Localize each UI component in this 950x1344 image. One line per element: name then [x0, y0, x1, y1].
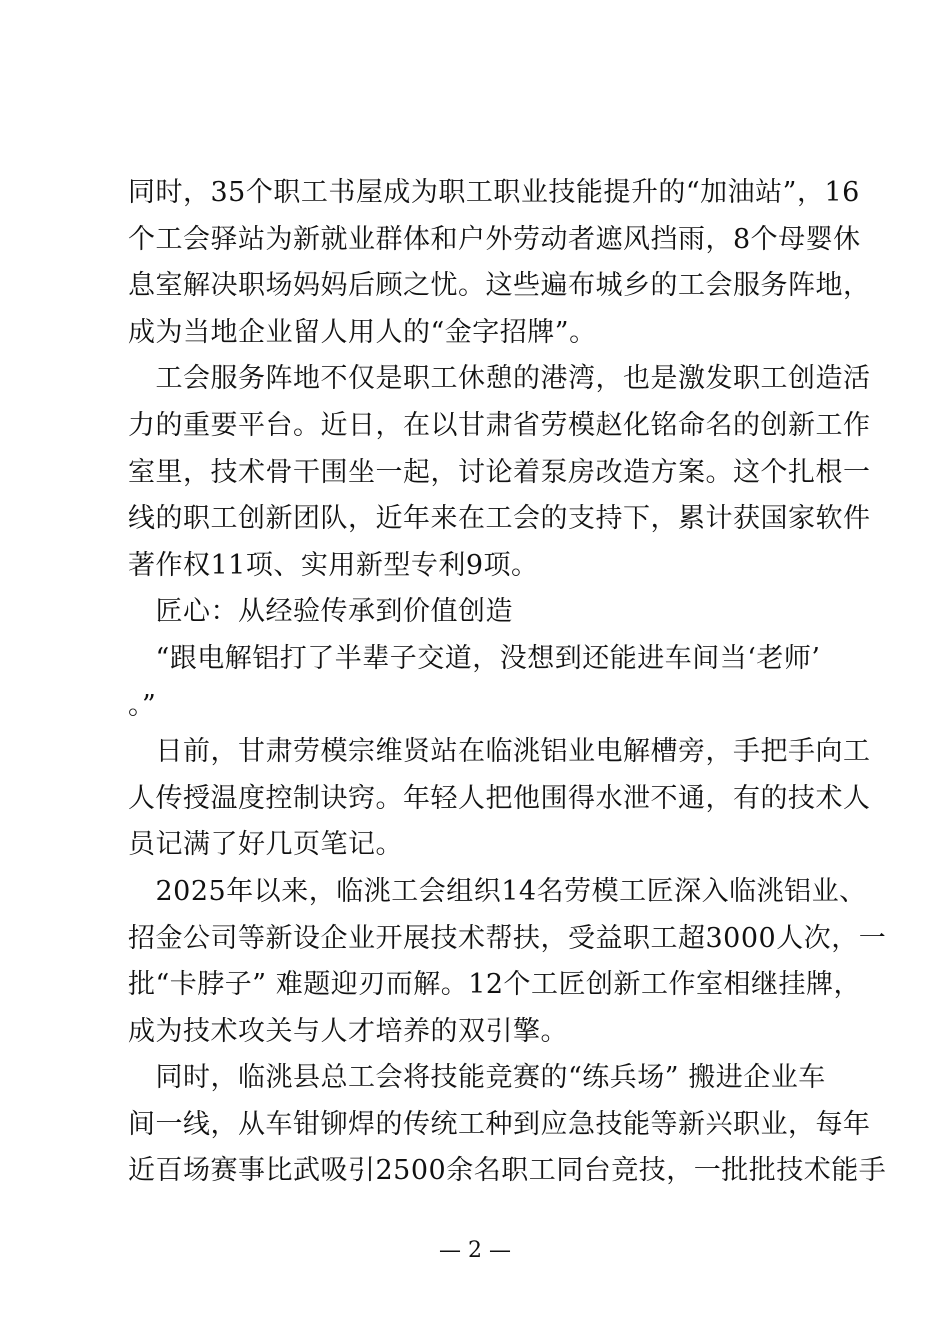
text-line: 员记满了好几页笔记。 — [128, 829, 403, 861]
text-line: 近百场赛事比武吸引2500余名职工同台竞技，一批批技术能手 — [128, 1155, 887, 1187]
text-line: 息室解决职场妈妈后顾之忧。这些遍布城乡的工会服务阵地， — [128, 270, 871, 302]
text-line: 著作权11项、实用新型专利9项。 — [128, 549, 539, 581]
section-heading: 匠心：从经验传承到价值创造 — [128, 596, 513, 628]
text-line: 日前，甘肃劳模宗维贤站在临洮铝业电解槽旁，手把手向工 — [128, 736, 871, 768]
text-line: 力的重要平台。近日，在以甘肃省劳模赵化铭命名的创新工作 — [128, 409, 871, 441]
text-line: 人传授温度控制诀窍。年轻人把他围得水泄不通，有的技术人 — [128, 782, 871, 814]
text-line: 。” — [128, 689, 157, 721]
text-line: 线的职工创新团队，近年来在工会的支持下，累计获国家软件 — [128, 503, 871, 535]
text-line: 成为技术攻关与人才培养的双引擎。 — [128, 1015, 568, 1047]
body-text — [128, 170, 887, 1195]
text-line: 批“卡脖子” 难题迎刃而解。12个工匠创新工作室相继挂牌， — [128, 969, 862, 1001]
text-line: 成为当地企业留人用人的“金字招牌”。 — [128, 316, 597, 348]
text-line: 室里，技术骨干围坐一起，讨论着泵房改造方案。这个扎根一 — [128, 456, 871, 488]
page-number: — 2 — — [439, 1238, 511, 1263]
text-line: “跟电解铝打了半辈子交道，没想到还能进车间当‘老师’ — [128, 642, 821, 674]
text-line: 招金公司等新设企业开展技术帮扶，受益职工超3000人次，一 — [128, 922, 887, 954]
text-line: 同时，35个职工书屋成为职工职业技能提升的“加油站”，16 — [128, 177, 860, 208]
text-line: 个工会驿站为新就业群体和户外劳动者遮风挡雨，8个母婴休 — [128, 223, 861, 255]
text-line: 同时，临洮县总工会将技能竞赛的“练兵场” 搬进企业车 — [128, 1062, 826, 1094]
text-line: 2025年以来，临洮工会组织14名劳模工匠深入临洮铝业、 — [128, 875, 867, 907]
text-line: 间一线，从车钳铆焊的传统工种到应急技能等新兴职业，每年 — [128, 1108, 871, 1140]
text-line: 工会服务阵地不仅是职工休憩的港湾，也是激发职工创造活 — [128, 363, 871, 395]
